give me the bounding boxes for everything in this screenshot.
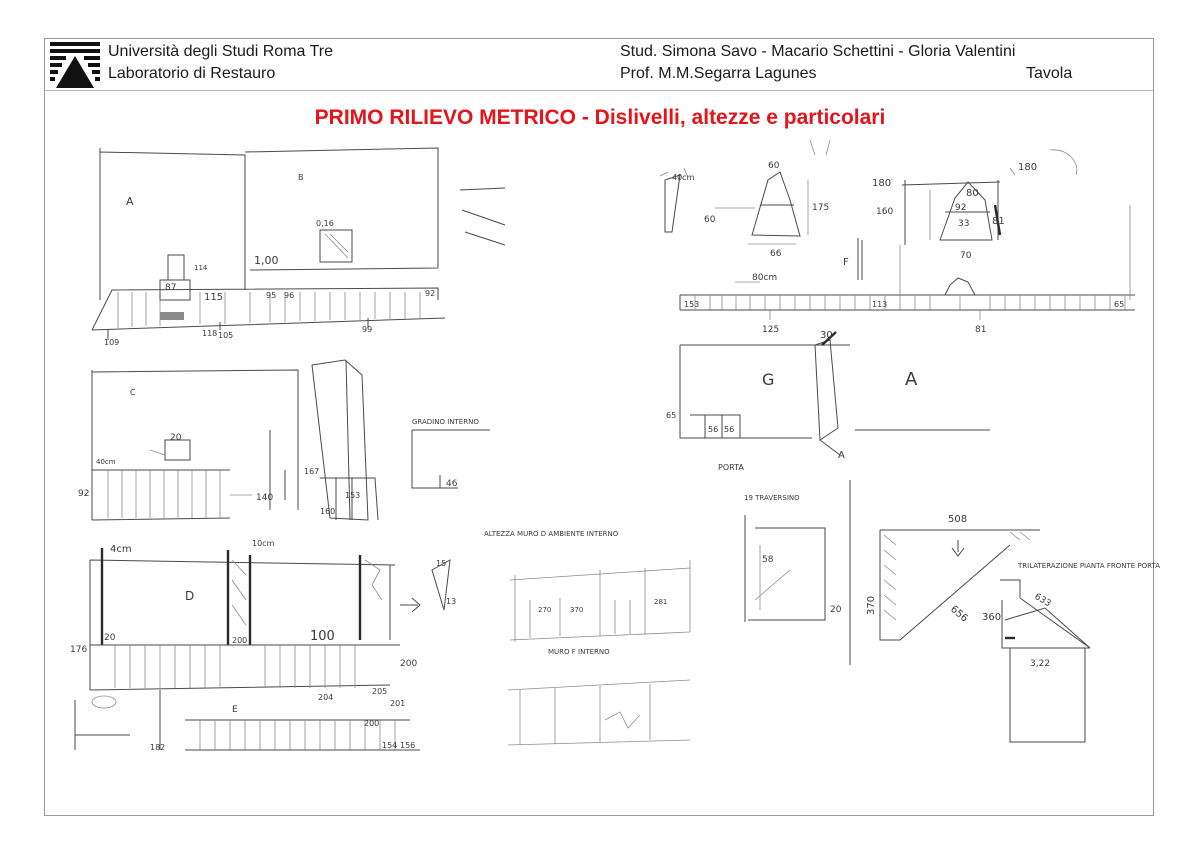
measure-70: 70 (960, 251, 972, 261)
measure-46: 46 (446, 479, 458, 489)
measure-20b: 20 (104, 633, 116, 643)
measure-153: 153 (684, 300, 700, 309)
measure-40cm-b: 40cm (96, 458, 116, 466)
note-traverso: 19 TRAVERSINO (744, 494, 800, 502)
sketch-wall-d (75, 548, 450, 750)
label-wall-c: C (130, 388, 136, 397)
label-wall-f: F (843, 257, 849, 268)
measure-270: 270 (538, 606, 552, 614)
measure-56a: 56 (708, 425, 719, 434)
label-wall-a3: A (838, 450, 845, 461)
measure-0-16: 0,16 (316, 219, 334, 228)
measure-281: 281 (654, 598, 668, 606)
measure-200b: 200 (400, 659, 418, 669)
measure-160: 160 (876, 207, 894, 217)
measure-370b: 370 (570, 606, 584, 614)
measure-140: 140 (256, 493, 274, 503)
measure-96: 96 (284, 291, 295, 300)
measure-87: 87 (165, 283, 177, 293)
measure-66: 66 (770, 249, 782, 259)
measure-3-22: 3,22 (1030, 659, 1051, 669)
measure-60a: 60 (768, 161, 780, 171)
measure-156: 156 (400, 741, 416, 750)
measure-153b: 153 (345, 491, 361, 500)
note-muro-f: MURO F INTERNO (548, 648, 610, 656)
measure-10cm: 10cm (252, 539, 275, 548)
measure-200a: 200 (232, 636, 248, 645)
measure-180a: 180 (872, 178, 892, 189)
note-trilaterazione: TRILATERAZIONE PIANTA FRONTE PORTA (1018, 562, 1161, 570)
measure-99: 99 (362, 325, 373, 334)
lab-name: Laboratorio di Restauro (108, 65, 276, 82)
page-title: PRIMO RILIEVO METRICO - Dislivelli, altezze e particolari (314, 106, 886, 129)
measure-182: 182 (150, 743, 166, 752)
measure-205: 205 (372, 687, 388, 696)
university-name: Università degli Studi Roma Tre (108, 43, 333, 60)
measure-20c: 20 (830, 605, 842, 615)
measure-656: 656 (948, 603, 970, 625)
sketch-door (745, 480, 850, 665)
measure-360: 360 (982, 612, 1002, 623)
label-wall-e: E (232, 705, 238, 715)
label-wall-a2: A (905, 369, 918, 390)
sketch-wall-c (92, 360, 490, 520)
label-wall-b: B (298, 173, 304, 182)
measure-180b: 180 (1018, 162, 1038, 173)
measure-175: 175 (812, 203, 830, 213)
measure-80cm: 80cm (752, 273, 778, 283)
measure-65b: 65 (666, 411, 677, 420)
measure-115: 115 (204, 292, 224, 303)
measure-13: 13 (446, 597, 457, 606)
measure-30: 30 (820, 330, 833, 341)
measure-118: 118 (202, 329, 218, 338)
measure-15: 15 (436, 559, 447, 568)
note-gradino: GRADINO INTERNO (412, 418, 479, 426)
measure-4cm: 4cm (110, 544, 132, 555)
measure-160b: 160 (320, 507, 336, 516)
measure-65: 65 (1114, 300, 1125, 309)
measure-40cm-a: 40cm (672, 173, 695, 182)
sketch-door-profiles (660, 140, 1135, 320)
sheet-label: Tavola (1026, 65, 1073, 82)
measure-92b: 92 (955, 203, 967, 213)
measure-154: 154 (382, 741, 398, 750)
label-wall-d: D (185, 589, 195, 603)
measure-92c: 92 (78, 489, 90, 499)
measure-167: 167 (304, 467, 320, 476)
measure-370: 370 (866, 595, 877, 615)
measure-58: 58 (762, 555, 774, 565)
measure-81b: 81 (975, 325, 987, 335)
measure-176: 176 (70, 645, 88, 655)
measure-114: 114 (194, 264, 208, 272)
label-wall-g: G (762, 370, 775, 389)
measure-125: 125 (762, 325, 780, 335)
measure-508: 508 (948, 514, 968, 525)
label-wall-a1: A (126, 195, 134, 208)
measure-20: 20 (170, 433, 182, 443)
measure-633: 633 (1032, 591, 1053, 610)
students-names: Stud. Simona Savo - Macario Schettini - Gloria Valentini (620, 43, 1016, 60)
note-altezza: ALTEZZA MURO D AMBIENTE INTERNO (484, 530, 619, 538)
professor-name: Prof. M.M.Segarra Lagunes (620, 65, 817, 82)
measure-105: 105 (218, 331, 234, 340)
note-porta: PORTA (718, 463, 744, 472)
measure-56b: 56 (724, 425, 735, 434)
measure-33: 33 (958, 219, 970, 229)
measure-109: 109 (104, 338, 120, 347)
measure-80: 80 (966, 188, 979, 199)
measure-95: 95 (266, 291, 277, 300)
measure-204: 204 (318, 693, 334, 702)
measure-60b: 60 (704, 215, 716, 225)
measure-100: 100 (310, 629, 335, 644)
sketch-wall-g (680, 332, 990, 455)
measure-92: 92 (425, 289, 436, 298)
measure-113: 113 (872, 300, 888, 309)
measure-201: 201 (390, 699, 406, 708)
measure-81a: 81 (992, 216, 1005, 227)
measure-1-00: 1,00 (254, 254, 279, 267)
measure-200c: 200 (364, 719, 380, 728)
